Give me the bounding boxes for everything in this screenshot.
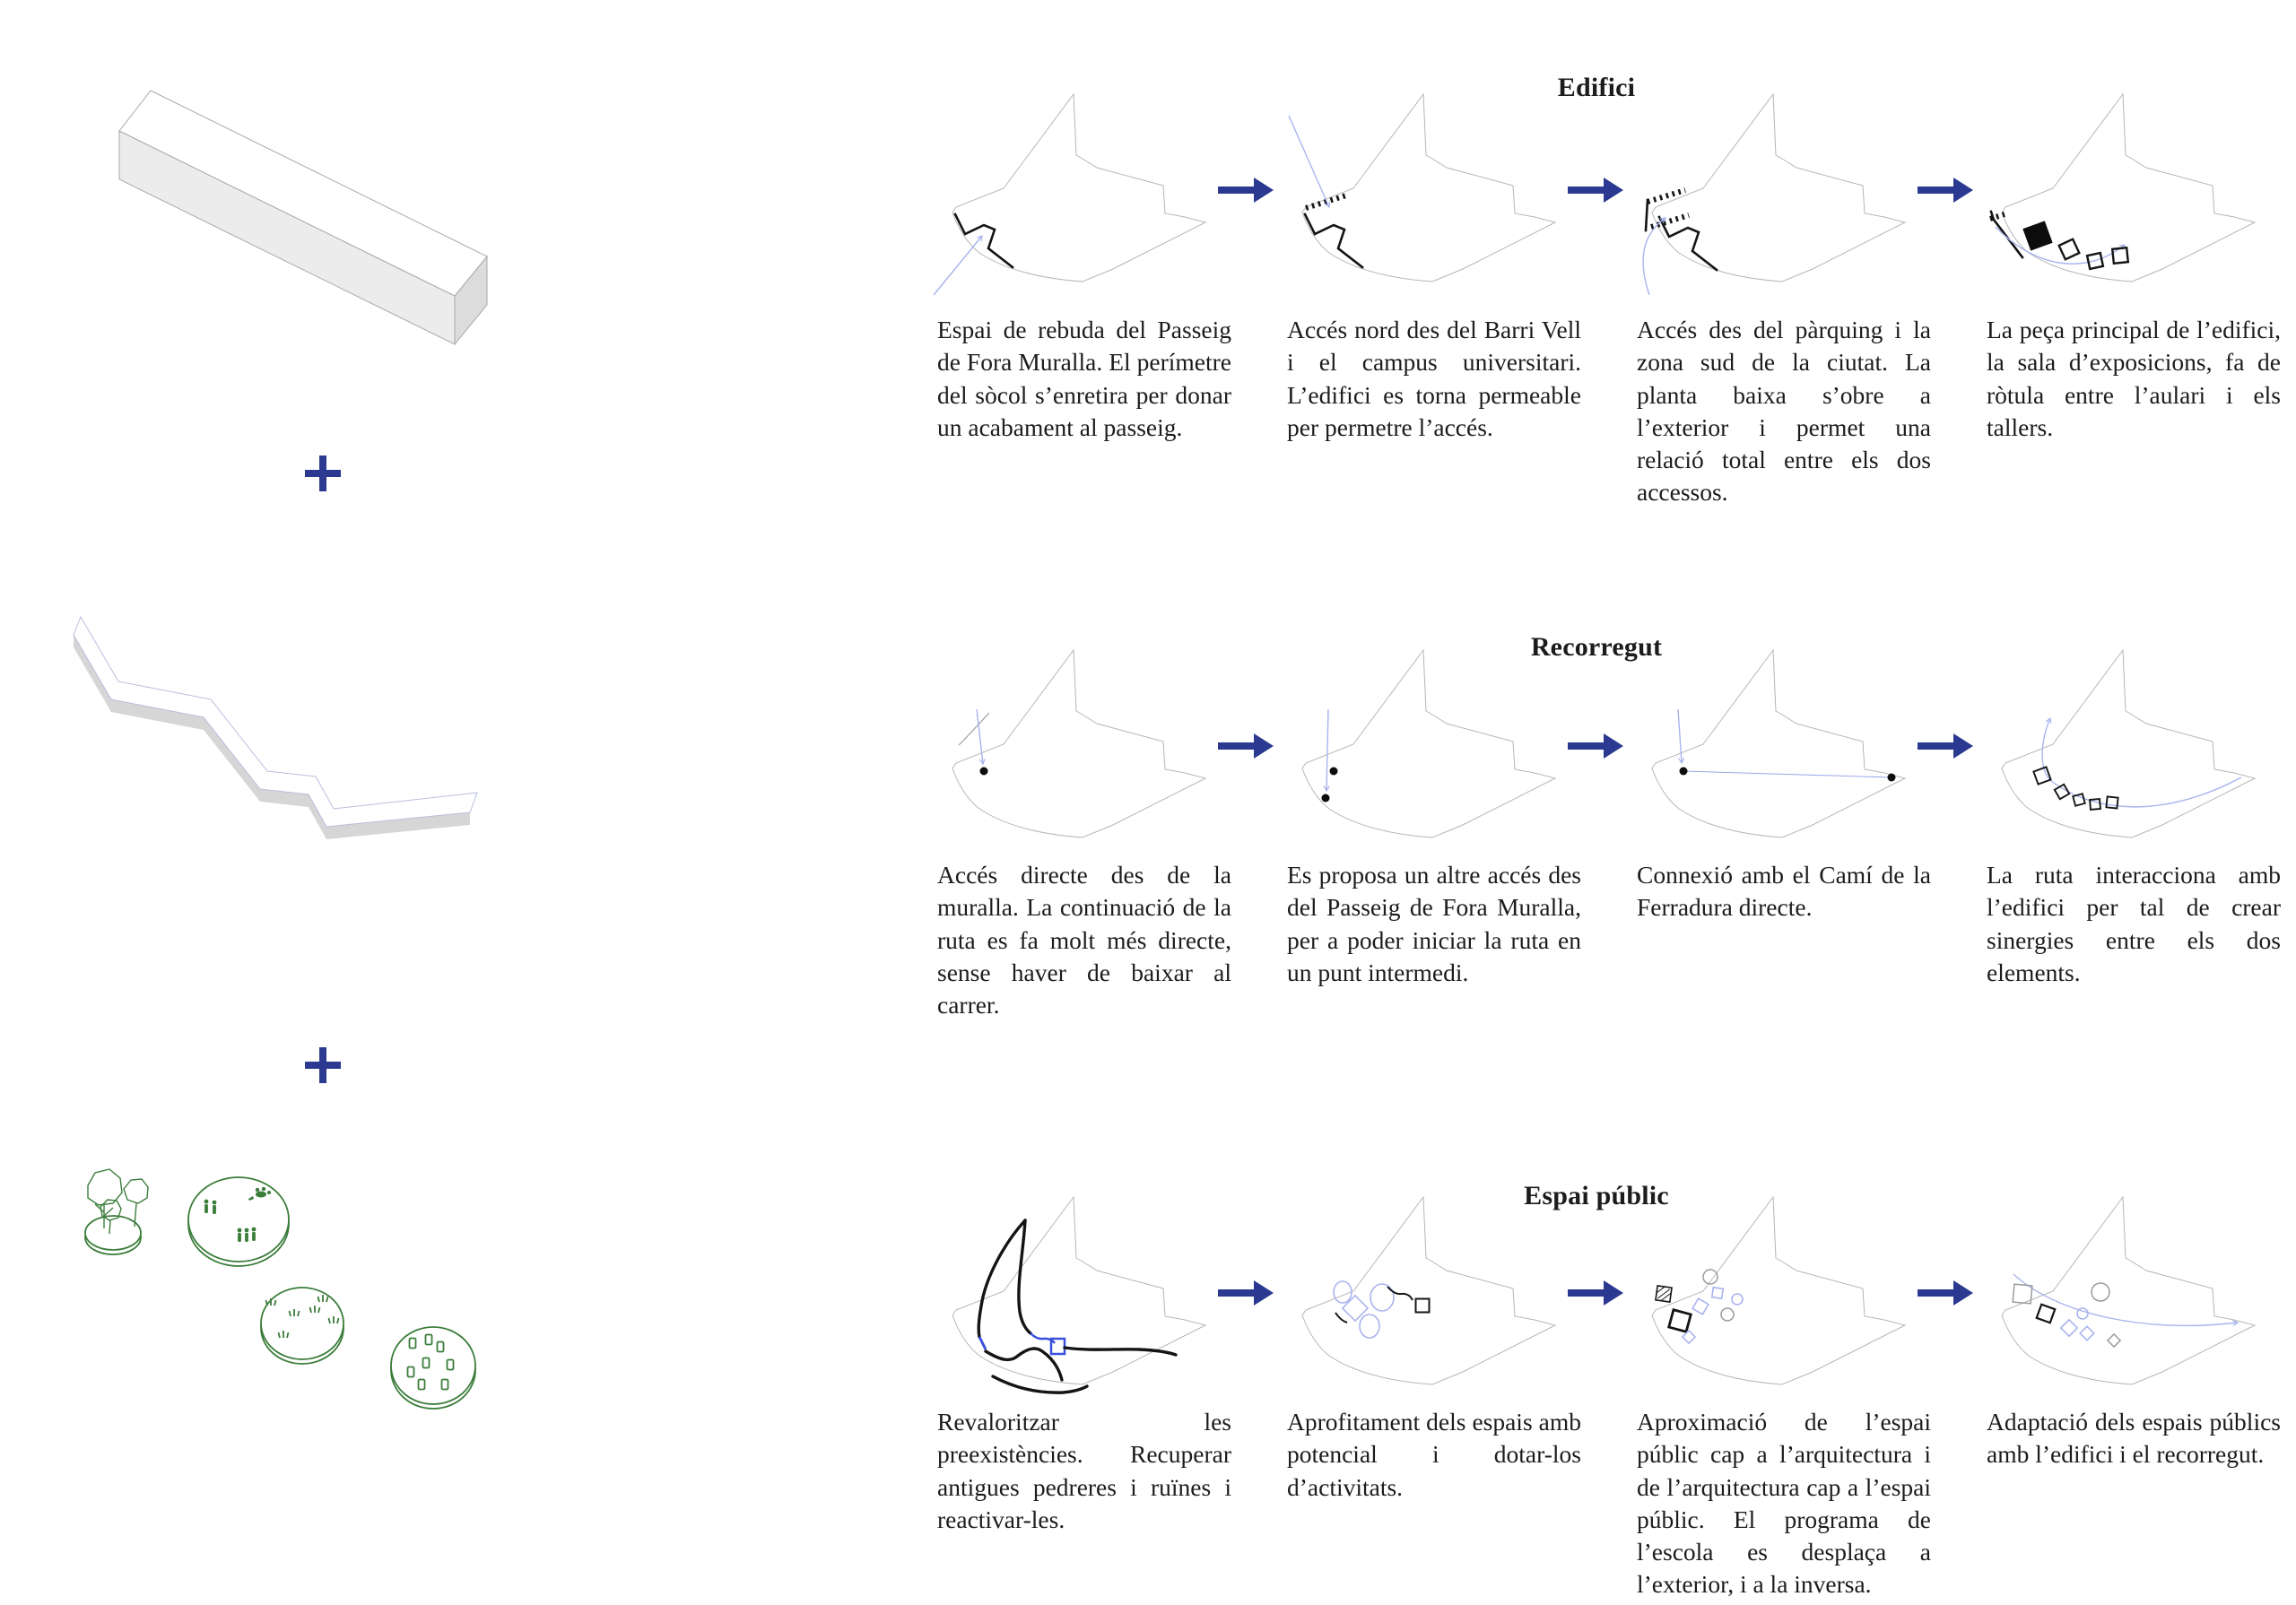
platform-people	[188, 1177, 289, 1266]
site-map-edifici-4	[1987, 85, 2256, 296]
arrow-right-icon	[1918, 175, 1975, 205]
exhibition-hall-block	[2022, 221, 2052, 250]
arrow-right-icon	[1218, 731, 1275, 761]
arrow-right-icon	[1568, 1278, 1625, 1308]
caption-recorregut-2: Es proposa un altre accés des del Passeig de Fora Muralla, per a poder iniciar la ruta en un punt intermedi.	[1287, 861, 1581, 986]
arrow-right-icon	[1218, 175, 1275, 205]
platform-blocks	[391, 1327, 475, 1409]
caption-edifici-3: Accés des del pàrquing i la zona sud de la ciutat. La planta baixa s’obre a l’exterior i permet una relació total entre els dos accessos.	[1637, 316, 1931, 507]
hatched-square	[1656, 1286, 1672, 1302]
row-title-recorregut: Recorregut	[1530, 631, 1663, 662]
caption-recorregut-1: Accés directe des de la muralla. La continuació de la ruta es fa molt més directe, sense haver de baixar al carrer.	[937, 861, 1231, 1019]
site-map-espai-public-4	[1987, 1188, 2256, 1399]
platform-trees	[85, 1169, 148, 1254]
arrow-right-icon	[1918, 731, 1975, 761]
row-title-espai-public: Espai públic	[1524, 1180, 1669, 1210]
caption-edifici-4: La peça principal de l’edifici, la sala d’exposicions, fa de ròtula entre l’aulari i els tallers.	[1987, 316, 2281, 441]
arrow-right-icon	[1918, 1278, 1975, 1308]
arrow-right-icon	[1568, 175, 1625, 205]
platform-vegetation	[261, 1288, 344, 1364]
caption-espai-public-4: Adaptació dels espais públics amb l’edifici i el recorregut.	[1987, 1408, 2281, 1469]
caption-espai-public-1: Revaloritzar les preexistències. Recuperar antigues pedreres i ruïnes i reactivar-les.	[937, 1408, 1231, 1533]
building-bar-illustration	[108, 72, 610, 368]
public-space-platforms-illustration	[54, 1148, 610, 1471]
site-map-edifici-2	[1287, 85, 1556, 296]
site-map-edifici-3	[1637, 85, 1906, 296]
site-map-espai-public-1	[937, 1188, 1206, 1399]
plus-icon	[305, 1047, 341, 1083]
site-map-recorregut-3	[1637, 641, 1906, 852]
site-map-recorregut-1	[937, 641, 1206, 852]
site-map-recorregut-2	[1287, 641, 1556, 852]
caption-recorregut-4: La ruta interacciona amb l’edifici per tal de crear sinergies entre els dos elements.	[1987, 861, 2281, 986]
caption-edifici-2: Accés nord des del Barri Vell i el campus universitari. L’edifici es torna permeable per permetre l’accés.	[1287, 316, 1581, 441]
site-map-espai-public-3	[1637, 1188, 1906, 1399]
row-title-edifici: Edifici	[1557, 72, 1636, 102]
route-ribbon-illustration	[54, 610, 592, 906]
caption-recorregut-3: Connexió amb el Camí de la Ferradura directe.	[1637, 861, 1931, 922]
arrow-right-icon	[1218, 1278, 1275, 1308]
site-map-espai-public-2	[1287, 1188, 1556, 1399]
plus-icon	[305, 455, 341, 491]
caption-edifici-1: Espai de rebuda del Passeig de Fora Muralla. El perímetre del sòcol s’enretira per donar un acabament al passeig.	[937, 316, 1231, 441]
site-map-recorregut-4	[1987, 641, 2256, 852]
site-map-edifici-1	[937, 85, 1206, 296]
caption-espai-public-2: Aprofitament dels espais amb potencial i dotar-los d’activitats.	[1287, 1408, 1581, 1501]
caption-espai-public-3: Aproximació de l’espai públic cap a l’arquitectura i de l’arquitectura cap a l’espai públic. El programa de l’escola es desplaça a l’exterior, i a la inversa.	[1637, 1408, 1931, 1599]
arrow-right-icon	[1568, 731, 1625, 761]
